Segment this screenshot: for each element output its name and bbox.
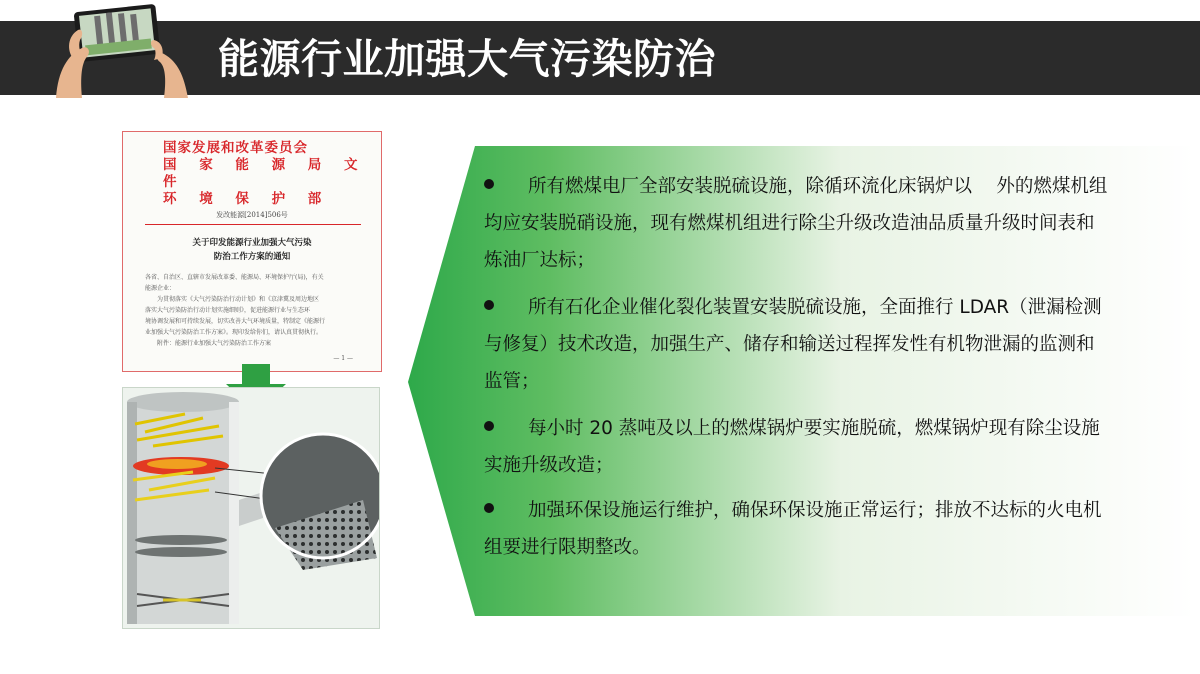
tower-diagram-icon: [123, 388, 380, 629]
document-body-line: 为贯彻落实《大气污染防治行动计划》和《京津冀及周边地区: [145, 296, 320, 303]
bullet-list: [484, 168, 1110, 572]
document-body-line: 业加强大气污染防治工作方案》。现印发给你们，请认真贯彻执行。: [145, 329, 323, 336]
bullet-text: 所有燃煤电厂全部安装脱硫设施，除循环流化床锅炉以 外的燃煤机组均应安装脱硝设施，现有燃煤机组进行除尘升级改造油品质量升级时间表和炼油厂达标；: [484, 176, 1108, 271]
page-title: 能源行业加强大气污染防治: [218, 35, 716, 83]
document-body-line: 落实大气污染防治行动计划实施细则》，促进能源行业与生态环: [145, 307, 311, 314]
issuer-line: 环 境 保 护 部: [163, 191, 331, 207]
document-divider: [145, 224, 361, 225]
bullet-item: [484, 289, 1110, 400]
document-title-line: 关于印发能源行业加强大气污染: [192, 238, 312, 248]
issuer-line: 国 家 能 源 局 文件: [163, 157, 367, 190]
bullet-item: [484, 410, 1110, 484]
government-document-image: [122, 131, 382, 372]
issuer-line: 国家发展和改革委员会: [163, 140, 308, 156]
document-body-line: 能源企业：: [145, 285, 176, 292]
document-title-line: 防治工作方案的通知: [213, 252, 291, 262]
bullet-text: 加强环保设施运行维护，确保环保设施正常运行；排放不达标的火电机组要进行限期整改。: [484, 500, 1102, 558]
document-body-line: 各省、自治区、直辖市发展改革委、能源局、环境保护厅(局)，有关: [145, 274, 324, 281]
document-body-line: 附件：能源行业加强大气污染防治工作方案: [145, 340, 272, 347]
document-title: [123, 236, 381, 264]
bullet-item: [484, 168, 1110, 279]
bullet-dot-icon: [484, 300, 494, 310]
document-issuer: [163, 140, 381, 208]
document-page-number: — 1 —: [333, 355, 353, 362]
desulfurization-tower-image: [122, 387, 380, 629]
document-number: 发改能源[2014]506号: [216, 211, 288, 219]
hand-holding-tablet-icon: [38, 0, 188, 100]
bullet-dot-icon: [484, 421, 494, 431]
bullet-text: 所有石化企业催化裂化装置安装脱硫设施，全面推行 LDAR（泄漏检测与修复）技术改造，加强生产、储存和输送过程挥发性有机物泄漏的监测和监管；: [484, 297, 1102, 392]
bullet-text: 每小时 20 蒸吨及以上的燃煤锅炉要实施脱硫，燃煤锅炉现有除尘设施实施升级改造；: [484, 418, 1100, 476]
bullet-item: [484, 492, 1110, 566]
document-body-line: 境协调发展和可持续发展，切实改善大气环境质量，特制定《能源行: [145, 318, 326, 325]
bullet-dot-icon: [484, 179, 494, 189]
bullet-dot-icon: [484, 503, 494, 513]
document-body: [145, 272, 365, 349]
